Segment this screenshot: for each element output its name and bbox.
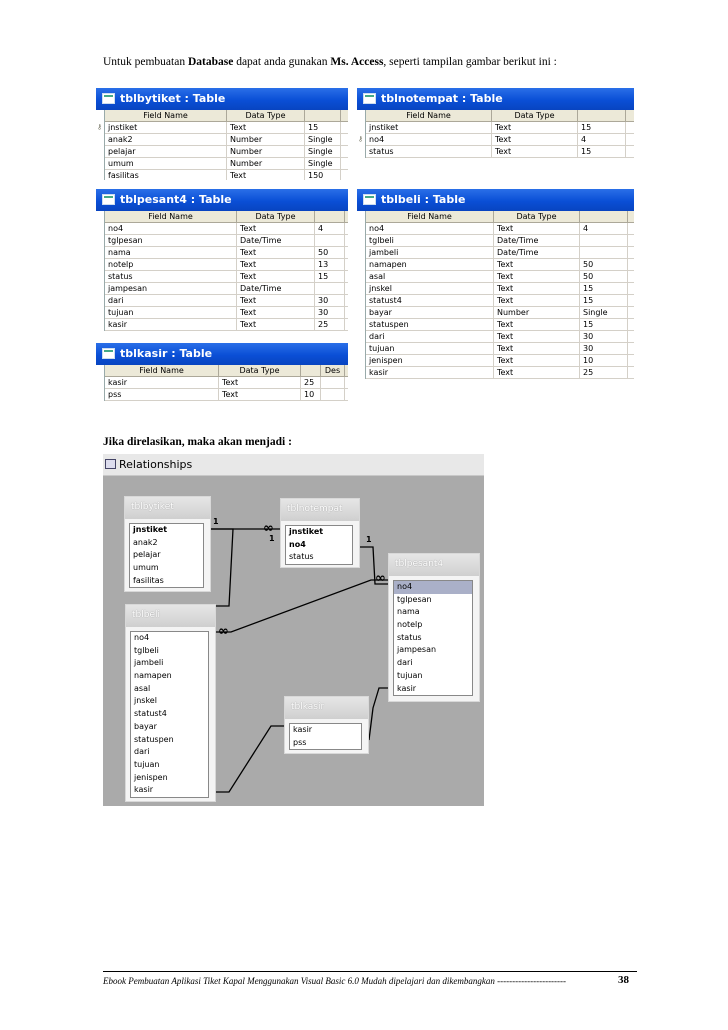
table-row[interactable]: [105, 389, 348, 401]
table-row[interactable]: [105, 377, 348, 389]
rel-line-beli-pesant4[interactable]: [216, 580, 388, 632]
intro-text-3: , seperti tampilan gambar berikut ini :: [383, 56, 557, 68]
header-size: [578, 110, 626, 121]
table-title: tblbytiket : Table: [120, 92, 226, 105]
field-list-item[interactable]: umum: [133, 563, 159, 573]
data-type-cell: Text: [237, 247, 315, 258]
data-type-cell: Text: [492, 146, 578, 157]
table-row[interactable]: [105, 295, 348, 307]
field-grid: [97, 110, 348, 180]
field-grid: [365, 211, 634, 379]
field-list-item[interactable]: jnskel: [134, 696, 157, 706]
table-row[interactable]: [366, 283, 634, 295]
field-list-item[interactable]: jnstiket: [133, 525, 168, 534]
data-type-cell: Date/Time: [494, 235, 580, 246]
table-row[interactable]: [105, 271, 348, 283]
table-icon: [102, 194, 115, 205]
field-size-cell: 30: [315, 295, 345, 306]
field-list-item[interactable]: pelajar: [133, 550, 161, 560]
header-field-name: Field Name: [105, 110, 227, 121]
table-window-tblbeli: [357, 189, 634, 403]
field-name-cell: status: [366, 146, 492, 157]
header-field-name: Field Name: [366, 211, 494, 222]
grid-header: [366, 211, 634, 223]
field-list-item[interactable]: fasilitas: [133, 575, 164, 585]
table-row[interactable]: [105, 223, 348, 235]
data-type-cell: Text: [494, 259, 580, 270]
field-name-cell: notelp: [105, 259, 237, 270]
field-list-item[interactable]: namapen: [134, 671, 172, 681]
field-list-item[interactable]: status: [289, 552, 314, 562]
data-type-cell: Text: [494, 331, 580, 342]
header-data-type: Data Type: [237, 211, 315, 222]
table-row[interactable]: [366, 271, 634, 283]
field-name-cell: dari: [105, 295, 237, 306]
field-name-cell: bayar: [366, 307, 494, 318]
field-name-cell: kasir: [105, 377, 219, 388]
table-titlebar[interactable]: [357, 88, 634, 110]
field-size-cell: 50: [580, 259, 628, 270]
field-size-cell: 30: [580, 331, 628, 342]
data-type-cell: Text: [237, 259, 315, 270]
field-size-cell: 50: [580, 271, 628, 282]
data-type-cell: Date/Time: [237, 235, 315, 246]
description-cell: [321, 389, 345, 400]
table-row[interactable]: [105, 283, 348, 295]
field-size-cell: 15: [578, 122, 626, 133]
data-type-cell: Text: [219, 389, 301, 400]
table-row[interactable]: [366, 343, 634, 355]
table-row[interactable]: [366, 367, 634, 379]
data-type-cell: Text: [237, 319, 315, 330]
data-type-cell: Text: [494, 367, 580, 378]
field-list: [130, 631, 209, 798]
data-type-cell: Text: [494, 271, 580, 282]
field-list: [393, 580, 473, 696]
field-name-cell: pelajar: [105, 146, 227, 157]
field-size-cell: 4: [315, 223, 345, 234]
relationships-title: Relationships: [119, 458, 193, 471]
field-size-cell: 10: [301, 389, 321, 400]
field-list-item[interactable]: anak2: [133, 537, 158, 547]
field-size-cell: Single: [305, 158, 341, 169]
field-size-cell: [580, 247, 628, 258]
header-field-name: Field Name: [105, 365, 219, 376]
data-type-cell: Text: [492, 134, 578, 145]
field-size-cell: Single: [580, 307, 628, 318]
field-size-cell: 4: [578, 134, 626, 145]
table-window-tblnotempat: [357, 88, 634, 180]
field-list-title[interactable]: tblnotempat: [281, 499, 359, 521]
field-size-cell: Single: [305, 134, 341, 145]
field-size-cell: 30: [580, 343, 628, 354]
table-titlebar[interactable]: [357, 189, 634, 211]
header-data-type: Data Type: [219, 365, 301, 376]
field-name-cell: fasilitas: [105, 170, 227, 180]
field-name-cell: statuspen: [366, 319, 494, 330]
field-size-cell: 15: [315, 271, 345, 282]
table-window-tblkasir: [96, 343, 348, 413]
data-type-cell: Text: [494, 223, 580, 234]
rel-many-label-1: ∞: [263, 521, 274, 536]
intro-paragraph: [103, 56, 557, 68]
data-type-cell: Number: [227, 134, 305, 145]
data-type-cell: Number: [227, 146, 305, 157]
table-row[interactable]: [366, 146, 634, 158]
field-name-cell: tujuan: [366, 343, 494, 354]
table-window-tblbytiket: [96, 88, 348, 180]
table-title: tblnotempat : Table: [381, 92, 503, 105]
table-icon: [363, 194, 376, 205]
field-list-item[interactable]: dari: [397, 658, 413, 668]
data-type-cell: Text: [237, 223, 315, 234]
field-name-cell: jenispen: [366, 355, 494, 366]
rel-line-kasir-beli[interactable]: [216, 726, 284, 792]
data-type-cell: Number: [227, 158, 305, 169]
grid-header: [366, 110, 634, 122]
description-cell: [321, 377, 345, 388]
table-row[interactable]: [105, 158, 348, 170]
field-size-cell: [580, 235, 628, 246]
table-icon: [102, 93, 115, 104]
field-size-cell: [315, 283, 345, 294]
field-list-title[interactable]: tblkasir: [285, 697, 368, 719]
field-list-item[interactable]: nama: [397, 607, 420, 617]
table-row[interactable]: [366, 259, 634, 271]
field-list-item[interactable]: jambeli: [134, 658, 164, 668]
intro-bold-msaccess: Ms. Access: [330, 56, 384, 68]
intro-bold-database: Database: [187, 56, 234, 68]
table-icon: [102, 348, 115, 359]
table-window-tblpesant4: [96, 189, 348, 336]
field-name-cell: jnstiket: [366, 122, 492, 133]
field-name-cell: nama: [105, 247, 237, 258]
field-list-item[interactable]: no4: [134, 633, 150, 642]
field-list-item[interactable]: statust4: [134, 709, 167, 719]
field-size-cell: 15: [305, 122, 341, 133]
data-type-cell: Date/Time: [494, 247, 580, 258]
field-list-item[interactable]: kasir: [397, 683, 417, 693]
table-row[interactable]: [366, 307, 634, 319]
primary-key-icon: ⚷: [358, 135, 364, 143]
field-size-cell: 10: [580, 355, 628, 366]
field-list: [289, 723, 362, 750]
primary-key-icon: ⚷: [97, 123, 103, 131]
data-type-cell: Text: [227, 170, 305, 180]
field-list-item[interactable]: notelp: [397, 620, 423, 630]
field-name-cell: anak2: [105, 134, 227, 145]
relationships-window: [103, 454, 484, 806]
field-list-item[interactable]: statuspen: [134, 734, 174, 744]
table-row[interactable]: [366, 319, 634, 331]
field-list-item[interactable]: kasir: [293, 725, 313, 734]
table-row[interactable]: [105, 307, 348, 319]
data-type-cell: Text: [494, 283, 580, 294]
field-list-item[interactable]: jnstiket: [289, 527, 324, 536]
grid-header: [105, 365, 348, 377]
data-type-cell: Text: [227, 122, 305, 133]
field-size-cell: 50: [315, 247, 345, 258]
field-size-cell: 25: [580, 367, 628, 378]
rel-one-label-2: 1: [269, 534, 275, 543]
grid-header: [105, 211, 348, 223]
rel-box-tblbytiket[interactable]: [124, 496, 211, 592]
table-row[interactable]: [366, 295, 634, 307]
field-name-cell: jampesan: [105, 283, 237, 294]
table-row[interactable]: [105, 235, 348, 247]
rel-one-label-1: 1: [213, 517, 219, 526]
field-grid: [104, 211, 348, 331]
rel-box-tblnotempat[interactable]: [280, 498, 360, 568]
data-type-cell: Date/Time: [237, 283, 315, 294]
field-size-cell: 25: [315, 319, 345, 330]
header-description: Des: [321, 365, 345, 376]
field-name-cell: jnstiket: [105, 122, 227, 133]
table-title: tblkasir : Table: [120, 347, 213, 360]
field-list-title[interactable]: tblpesant4: [389, 554, 479, 576]
page-number: 38: [618, 974, 629, 986]
data-type-cell: Number: [494, 307, 580, 318]
data-type-cell: Text: [494, 319, 580, 330]
table-titlebar[interactable]: [96, 189, 348, 211]
field-name-cell: jnskel: [366, 283, 494, 294]
rel-one-label-3: 1: [366, 535, 372, 544]
intro-text-1: Untuk pembuatan: [103, 56, 188, 68]
field-list-item[interactable]: jenispen: [134, 772, 168, 782]
section-title: Jika direlasikan, maka akan menjadi :: [103, 436, 292, 448]
table-titlebar[interactable]: [96, 88, 348, 110]
field-list-title[interactable]: tblbeli: [126, 605, 215, 627]
field-list-title[interactable]: tblbytiket: [125, 497, 210, 519]
table-titlebar[interactable]: [96, 343, 348, 365]
table-row[interactable]: [366, 355, 634, 367]
table-title: tblpesant4 : Table: [120, 193, 232, 206]
header-data-type: Data Type: [494, 211, 580, 222]
header-size: [301, 365, 321, 376]
field-name-cell: status: [105, 271, 237, 282]
field-list-item[interactable]: tujuan: [397, 670, 423, 680]
field-name-cell: no4: [366, 223, 494, 234]
rel-box-tblbeli[interactable]: [125, 604, 216, 802]
field-list: [129, 523, 204, 588]
field-name-cell: pss: [105, 389, 219, 400]
header-data-type: Data Type: [227, 110, 305, 121]
intro-text-2: dapat anda gunakan: [233, 56, 331, 68]
field-list-item[interactable]: bayar: [134, 721, 157, 731]
field-size-cell: 13: [315, 259, 345, 270]
footer-text: Ebook Pembuatan Aplikasi Tiket Kapal Menggunakan Visual Basic 6.0 Mudah dipelajari dan dikembangkan -----------------------: [103, 976, 567, 986]
table-icon: [363, 93, 376, 104]
field-name-cell: tglpesan: [105, 235, 237, 246]
table-row[interactable]: [366, 134, 634, 146]
field-size-cell: 4: [580, 223, 628, 234]
table-row[interactable]: [105, 122, 348, 134]
field-name-cell: dari: [366, 331, 494, 342]
data-type-cell: Text: [237, 271, 315, 282]
field-size-cell: 15: [580, 319, 628, 330]
field-name-cell: tglbeli: [366, 235, 494, 246]
field-name-cell: statust4: [366, 295, 494, 306]
header-size: [315, 211, 345, 222]
table-row[interactable]: [105, 170, 348, 180]
table-row[interactable]: [366, 331, 634, 343]
table-row[interactable]: [105, 259, 348, 271]
field-name-cell: kasir: [105, 319, 237, 330]
field-name-cell: namapen: [366, 259, 494, 270]
table-row[interactable]: [105, 319, 348, 331]
rel-box-tblkasir[interactable]: [284, 696, 369, 754]
field-name-cell: kasir: [366, 367, 494, 378]
table-row[interactable]: [366, 247, 634, 259]
data-type-cell: Text: [237, 295, 315, 306]
table-row[interactable]: [366, 235, 634, 247]
field-list-item[interactable]: asal: [134, 683, 151, 693]
field-size-cell: 15: [578, 146, 626, 157]
field-list-item[interactable]: no4: [394, 581, 472, 594]
data-type-cell: Text: [219, 377, 301, 388]
field-size-cell: 15: [580, 295, 628, 306]
field-size-cell: 15: [580, 283, 628, 294]
field-name-cell: asal: [366, 271, 494, 282]
rel-box-tblpesant4[interactable]: [388, 553, 480, 702]
data-type-cell: Text: [492, 122, 578, 133]
field-size-cell: 30: [315, 307, 345, 318]
field-name-cell: no4: [105, 223, 237, 234]
header-field-name: Field Name: [105, 211, 237, 222]
data-type-cell: Text: [494, 343, 580, 354]
table-row[interactable]: [366, 122, 634, 134]
field-list-item[interactable]: kasir: [134, 785, 154, 795]
field-name-cell: umum: [105, 158, 227, 169]
table-row[interactable]: [105, 247, 348, 259]
header-field-name: Field Name: [366, 110, 492, 121]
field-size-cell: 25: [301, 377, 321, 388]
field-list-item[interactable]: jampesan: [397, 645, 437, 655]
header-data-type: Data Type: [492, 110, 578, 121]
field-name-cell: tujuan: [105, 307, 237, 318]
field-grid: [358, 110, 634, 158]
rel-many-label-2: ∞: [375, 571, 386, 586]
field-size-cell: 150: [305, 170, 341, 180]
table-row[interactable]: [105, 146, 348, 158]
table-row[interactable]: [366, 223, 634, 235]
grid-header: [105, 110, 348, 122]
field-list-item[interactable]: status: [397, 632, 422, 642]
field-list-item[interactable]: tglpesan: [397, 594, 432, 604]
field-name-cell: no4: [366, 134, 492, 145]
table-row[interactable]: [105, 134, 348, 146]
data-type-cell: Text: [494, 355, 580, 366]
data-type-cell: Text: [494, 295, 580, 306]
field-name-cell: jambeli: [366, 247, 494, 258]
field-list-item[interactable]: tglbeli: [134, 645, 159, 655]
data-type-cell: Text: [237, 307, 315, 318]
field-size-cell: [315, 235, 345, 246]
field-size-cell: Single: [305, 146, 341, 157]
field-grid: [104, 365, 348, 401]
field-list-item[interactable]: tujuan: [134, 759, 160, 769]
field-list-item[interactable]: no4: [289, 539, 306, 549]
field-list-item[interactable]: dari: [134, 747, 150, 757]
header-size: [305, 110, 341, 121]
header-size: [580, 211, 628, 222]
table-title: tblbeli : Table: [381, 193, 466, 206]
field-list: [285, 525, 353, 565]
rel-many-label-3: ∞: [218, 624, 229, 639]
rel-line-kasir-pesant4[interactable]: [369, 688, 388, 740]
footer-rule: [103, 971, 637, 972]
field-list-item[interactable]: pss: [293, 737, 307, 747]
